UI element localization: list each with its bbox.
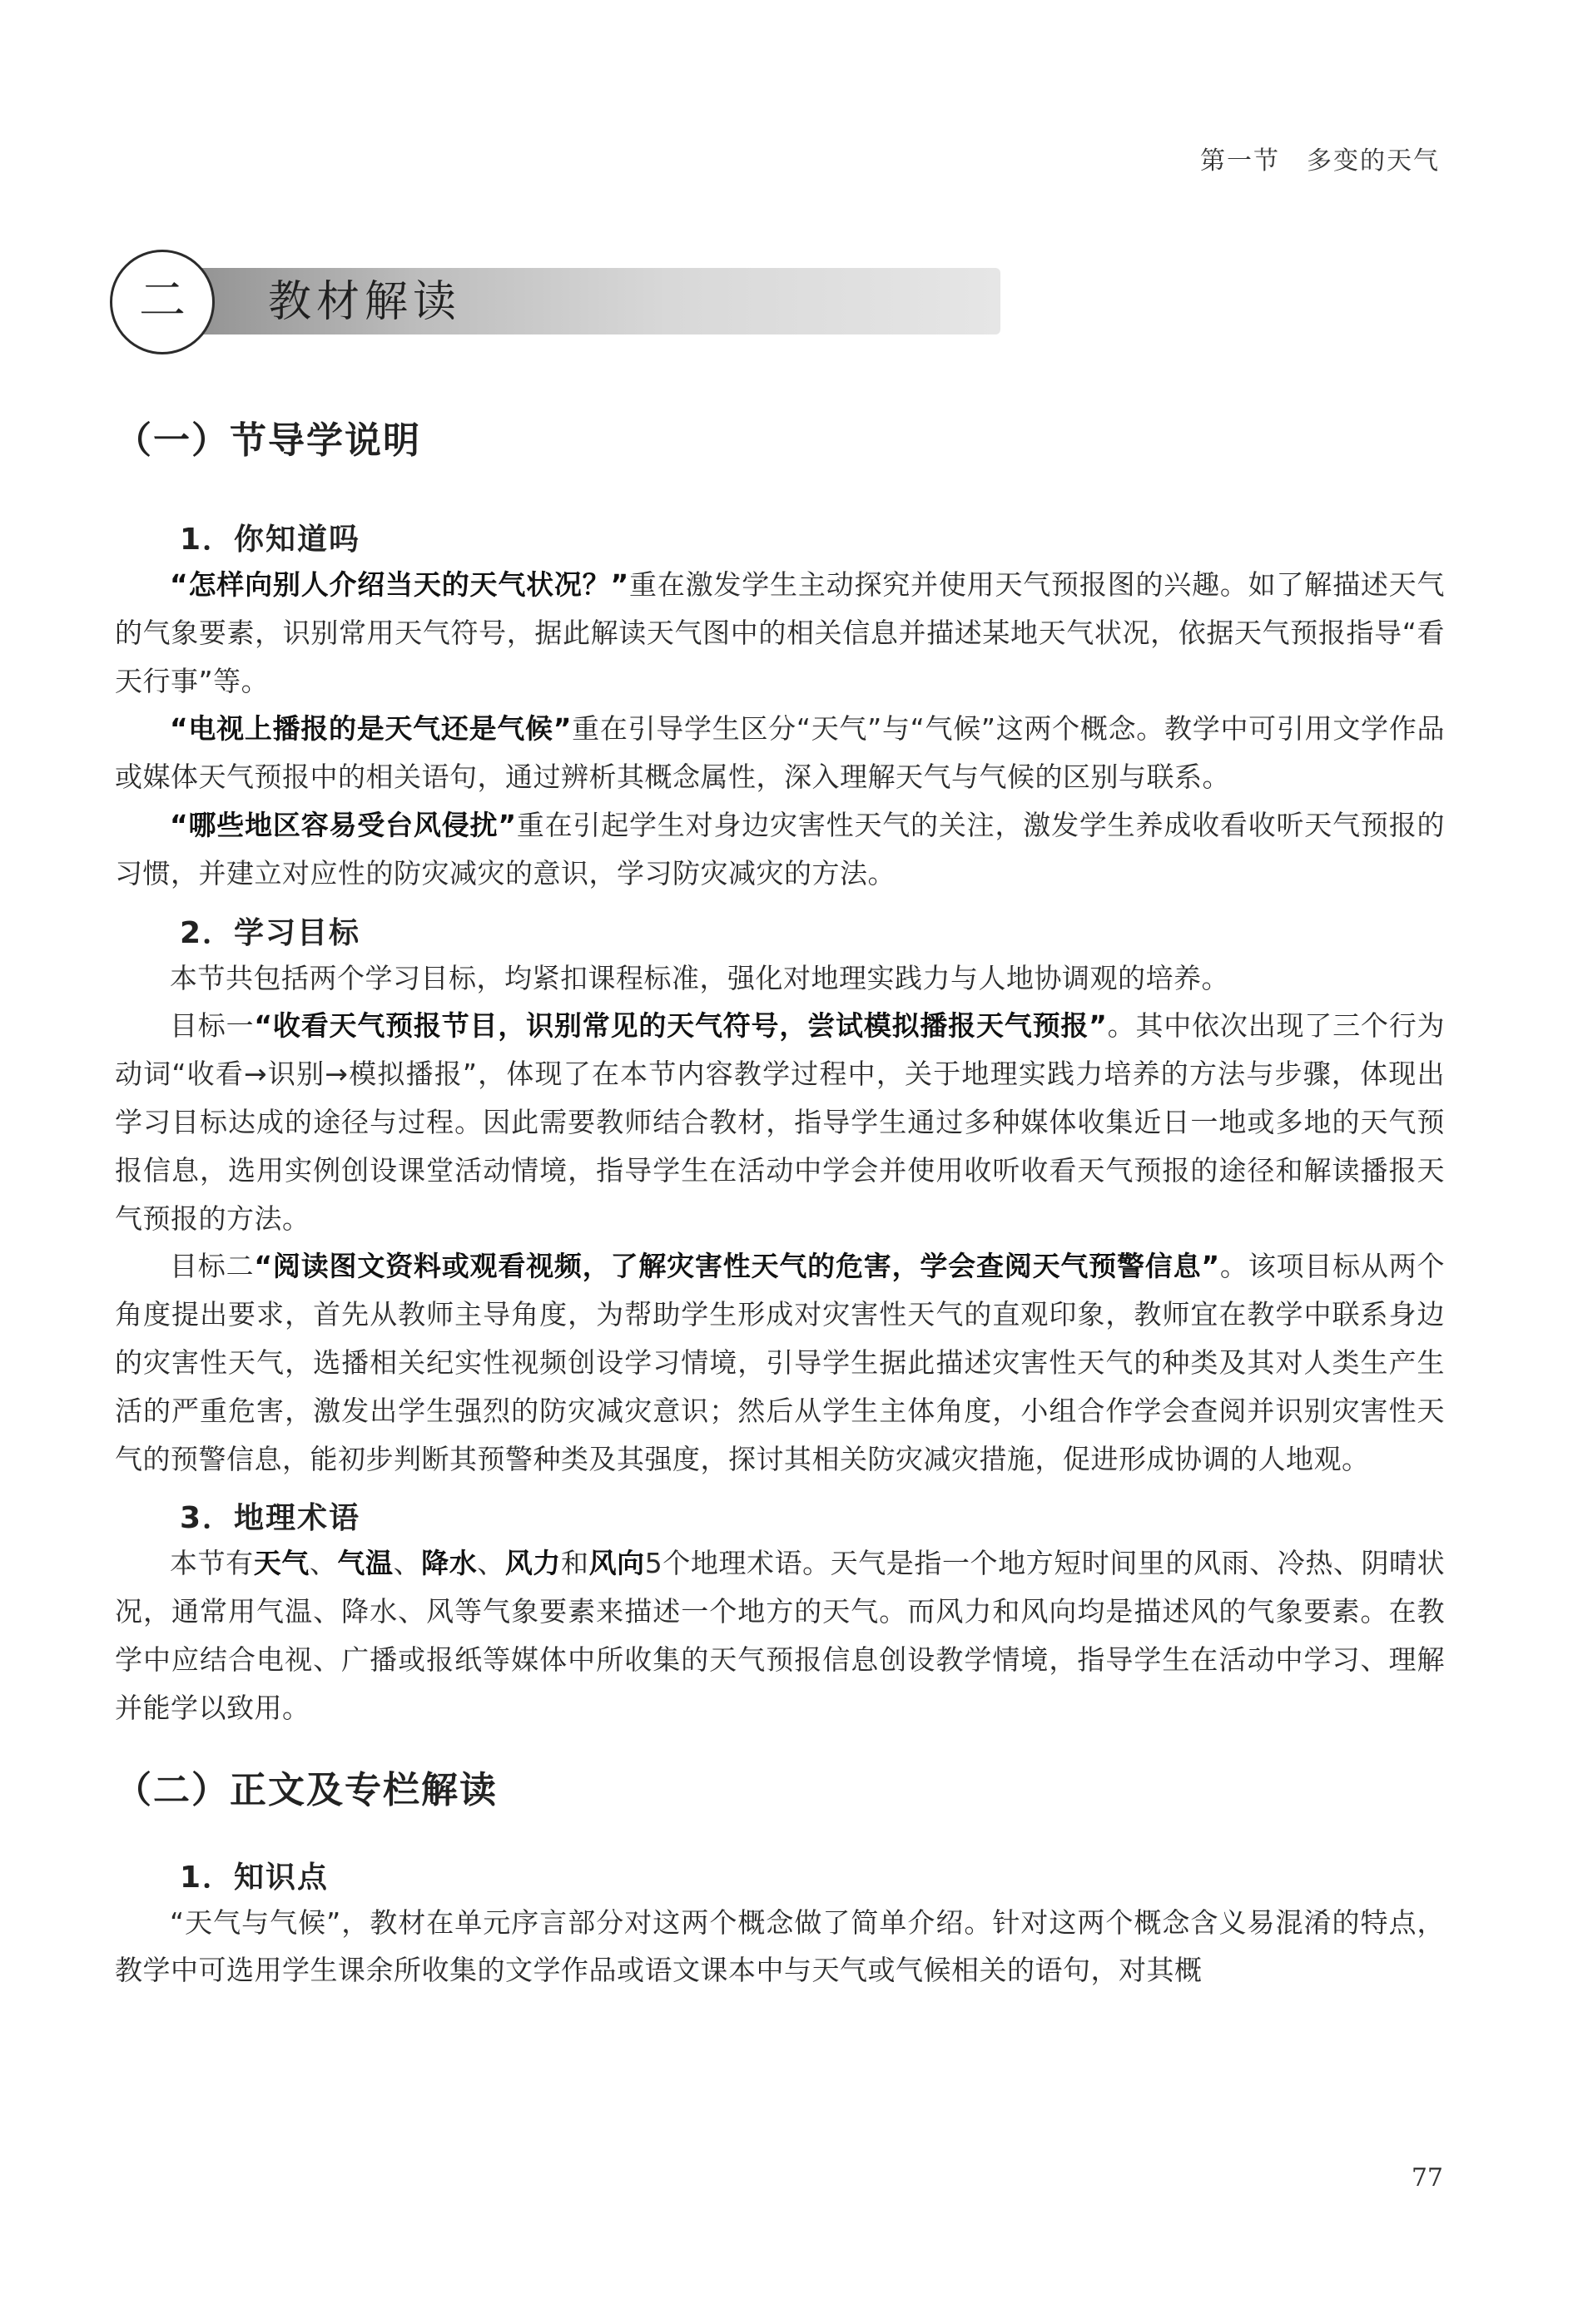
bold-goal: “阅读图文资料或观看视频，了解灾害性天气的危害，学会查阅天气预警信息”	[254, 1250, 1220, 1283]
paragraph-text: 。其中依次出现了三个行为动词“收看→识别→模拟播报”，体现了在本节内容教学过程中，关于地理实践力培养的方法与步骤，体现出学习目标达成的途径与过程。因此需要教师结合教材，指导学生通过多种媒体收集近日一地或多地的天气预报信息，选用实例创设课堂活动情境，指导学生在活动中学会并使用收听收看天气预报的途径和解读播报天气预报的方法。	[115, 1009, 1446, 1235]
bold-question: “哪些地区容易受台风侵扰”	[170, 808, 517, 841]
paragraph-text: 本节有	[170, 1547, 254, 1580]
paragraph-text: 重在激发学生主动探究并使用天气预报图的兴趣。如了解描述天气的气象要素，识别常用天气符号，据此解读天气图中的相关信息并描述某地天气状况，依据天气预报指导“看天行事”等。	[115, 568, 1445, 697]
paragraph	[115, 1539, 1445, 1732]
bold-question: “电视上播报的是天气还是气候”	[170, 712, 572, 746]
goal-label: 目标一	[170, 1009, 255, 1043]
goal-label: 目标二	[170, 1250, 255, 1283]
heading-guide: （一）节导学说明	[115, 419, 421, 462]
term: 天气	[253, 1547, 310, 1580]
main-content	[115, 416, 1445, 1994]
paragraph	[115, 561, 1445, 705]
paragraph: 本节共包括两个学习目标，均紧扣课程标准，强化对地理实践力与人地协调观的培养。	[170, 961, 1229, 994]
term: 降水	[421, 1547, 478, 1580]
heading-text-analysis: （二）正文及专栏解读	[115, 1768, 498, 1811]
subheading-learning-goals: 2．学习目标	[180, 915, 361, 950]
separator: 、	[309, 1547, 338, 1580]
subheading-terms: 3．地理术语	[180, 1501, 361, 1536]
bold-goal: “收看天气预报节目，识别常见的天气符号，尝试模拟播报天气预报”	[254, 1009, 1108, 1043]
running-header: 第一节 多变的天气	[1200, 146, 1440, 176]
paragraph-text: 5个地理术语。天气是指一个地方短时间里的风雨、冷热、阴晴状况，通常用气温、降水、风等气象要素来描述一个地方的天气。而风力和风向均是描述风的气象要素。在教学中应结合电视、广播或报纸等媒体中所收集的天气预报信息创设教学情境，指导学生在活动中学习、理解并能学以致用。	[115, 1547, 1446, 1724]
bold-question: “怎样向别人介绍当天的天气状况？”	[170, 568, 629, 601]
section-number-circle: 二	[110, 250, 215, 354]
separator: 、	[393, 1547, 422, 1580]
separator: 和	[561, 1547, 589, 1580]
section-banner	[110, 250, 1000, 358]
paragraph	[115, 1002, 1445, 1242]
term: 风向	[588, 1547, 645, 1580]
paragraph	[115, 1242, 1445, 1483]
term: 风力	[504, 1547, 561, 1580]
separator: 、	[477, 1547, 505, 1580]
paragraph	[115, 801, 1445, 898]
paragraph-text: 。该项目标从两个角度提出要求，首先从教师主导角度，为帮助学生形成对灾害性天气的直观印象，教师宜在教学中联系身边的灾害性天气，选播相关纪实性视频创设学习情境，引导学生据此描述灾害性天气的种类及其对人类生产生活的严重危害，激发出学生强烈的防灾减灾意识；然后从学生主体角度，小组合作学会查阅并识别灾害性天气的预警信息，能初步判断其预警种类及其强度，探讨其相关防灾减灾措施，促进形成协调的人地观。	[115, 1250, 1446, 1475]
paragraph	[115, 705, 1445, 801]
subheading-do-you-know: 1．你知道吗	[180, 523, 361, 557]
page-number: 77	[1411, 2163, 1443, 2193]
term: 气温	[337, 1547, 394, 1580]
subheading-knowledge-points: 1．知识点	[180, 1860, 330, 1895]
paragraph-text: 重在引导学生区分“天气”与“气候”这两个概念。教学中可引用文学作品或媒体天气预报中的相关语句，通过辨析其概念属性，深入理解天气与气候的区别与联系。	[115, 712, 1445, 794]
paragraph-text: 重在引起学生对身边灾害性天气的关注，激发学生养成收看收听天气预报的习惯，并建立对应性的防灾减灾的意识，学习防灾减灾的方法。	[115, 808, 1445, 889]
section-title: 教材解读	[268, 277, 462, 327]
paragraph: “天气与气候”，教材在单元序言部分对这两个概念做了简单介绍。针对这两个概念含义易混淆的特点，教学中可选用学生课余所收集的文学作品或语文课本中与天气或气候相关的语句，对其概	[115, 1905, 1445, 1987]
